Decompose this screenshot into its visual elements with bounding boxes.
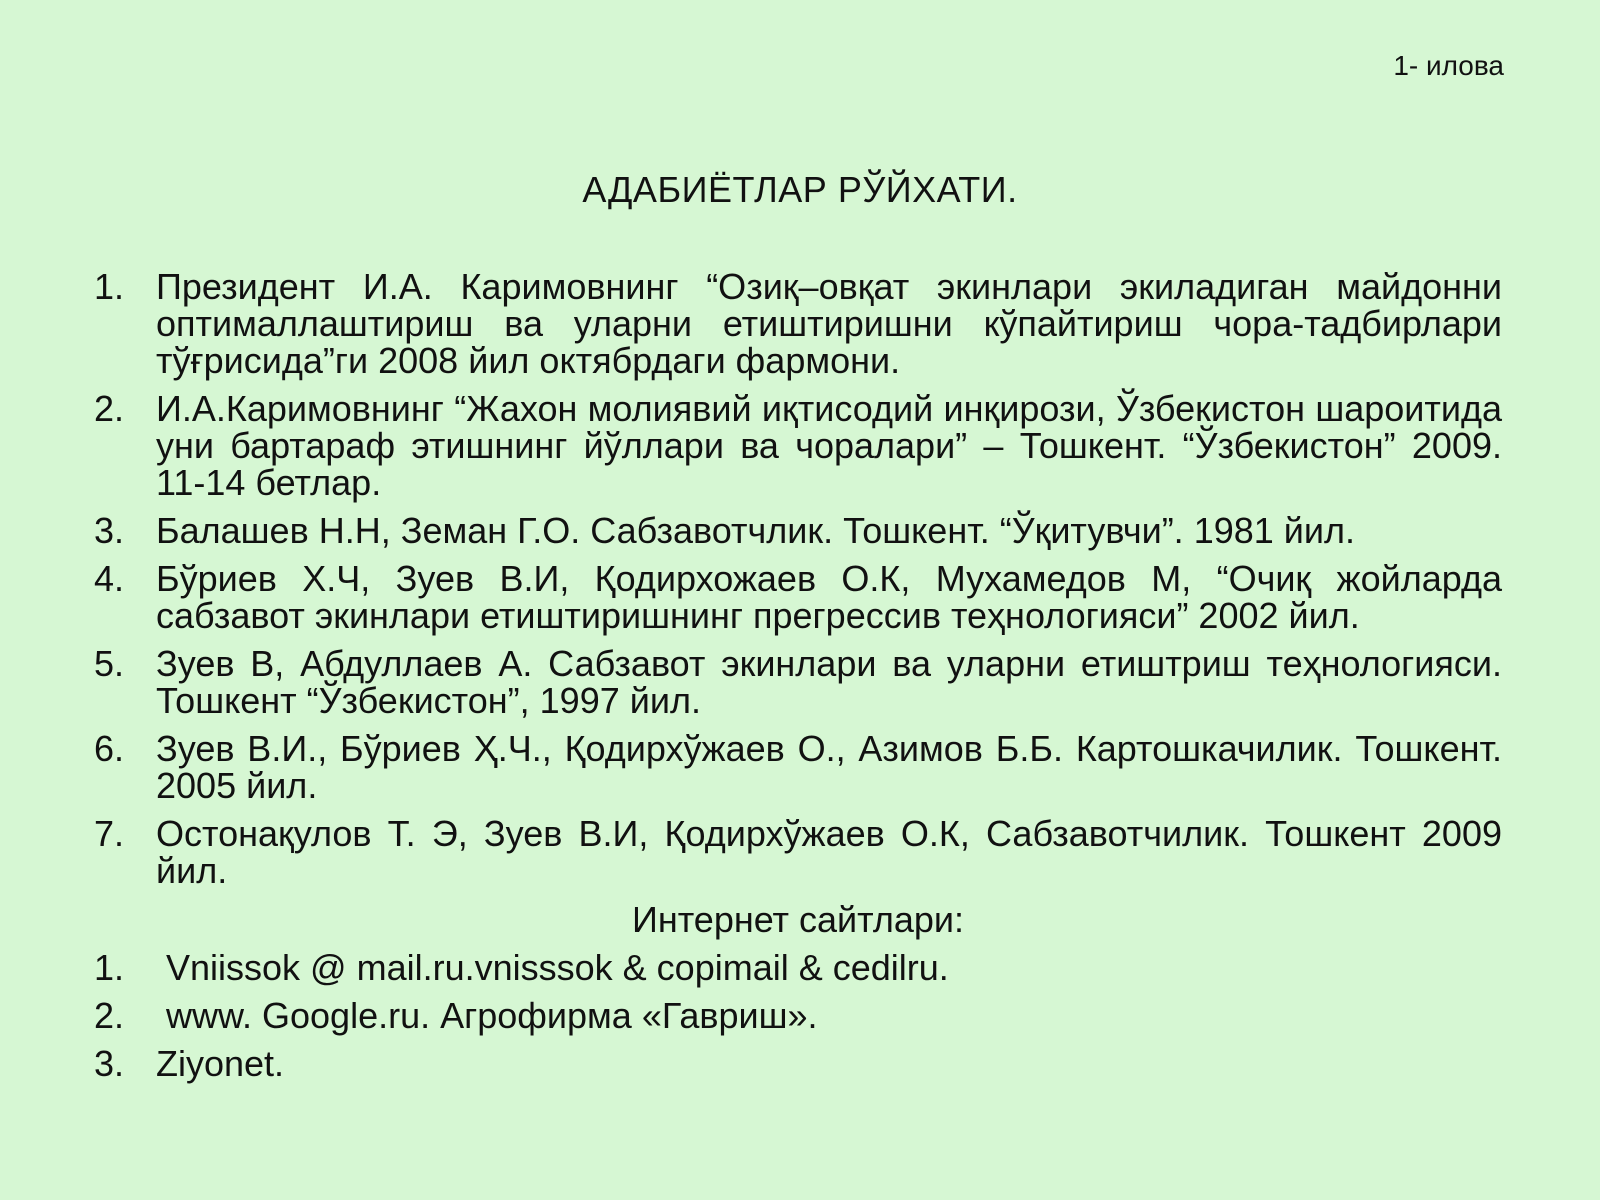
reference-number: 5.	[94, 643, 125, 684]
reference-number: 7.	[94, 813, 125, 854]
site-number: 3.	[94, 1043, 125, 1084]
site-item	[94, 1045, 1502, 1082]
site-text: www. Google.ru. Агрофирма «Гавриш».	[166, 995, 818, 1036]
reference-item	[94, 390, 1502, 501]
site-number: 2.	[94, 995, 125, 1036]
reference-number: 2.	[94, 388, 125, 429]
references-list	[94, 268, 1502, 1082]
reference-number: 4.	[94, 558, 125, 599]
reference-number: 6.	[94, 728, 125, 769]
site-number: 1.	[94, 947, 125, 988]
reference-text: Зуев В.И., Бўриев Ҳ.Ч., Қодирхўжаев О., Азимов Б.Б. Картошкачилик. Тошкент. 2005 йил.	[156, 728, 1502, 806]
reference-text: Президент И.А. Каримовнинг “Озиқ–овқат экинлари экиладиган майдонни оптималлаштириш ва уларни етиштиришни кўпайтириш чора-тадбирлари тўғрисида”ги 2008 йил октябрдаги фармони.	[156, 266, 1502, 381]
reference-item	[94, 512, 1502, 549]
site-item	[94, 997, 1502, 1034]
reference-item	[94, 268, 1502, 379]
reference-text: Остонақулов Т. Э, Зуев В.И, Қодирхўжаев О.К, Сабзавотчилик. Тошкент 2009 йил.	[156, 813, 1502, 891]
reference-number: 3.	[94, 510, 125, 551]
reference-item	[94, 645, 1502, 719]
internet-sites-heading: Интернет сайтлари:	[631, 899, 965, 940]
internet-sites-list	[94, 949, 1502, 1082]
reference-text: И.А.Каримовнинг “Жахон молиявий иқтисодий инқирози, Ўзбекистон шароитида уни бартараф этишнинг йўллари ва чоралари” – Тошкент. “Ўзбекистон” 2009. 11-14 бетлар.	[156, 388, 1502, 503]
reference-item	[94, 560, 1502, 634]
page-title: АДАБИЁТЛАР РЎЙХАТИ.	[582, 169, 1018, 210]
reference-text: Зуев В, Абдуллаев А. Сабзавот экинлари ва уларни етиштриш теҳнологияси. Тошкент “Ўзбекистон”, 1997 йил.	[156, 643, 1502, 721]
reference-number: 1.	[94, 266, 125, 307]
site-item	[94, 949, 1502, 986]
site-text: Vniissok @ mail.ru.vnisssok & copimail & cedilru.	[166, 947, 949, 988]
reference-text: Балашев Н.Н, Земан Г.О. Сабзавотчлик. Тошкент. “Ўқитувчи”. 1981 йил.	[156, 510, 1356, 551]
appendix-note: 1- илова	[1393, 50, 1504, 81]
reference-text: Бўриев Х.Ч, Зуев В.И, Қодирхожаев О.К, Мухамедов М, “Очиқ жойларда сабзавот экинлари етиштиришнинг прегрессив теҳнологияси” 2002 йил.	[156, 558, 1502, 636]
reference-item	[94, 815, 1502, 889]
reference-item	[94, 730, 1502, 804]
site-text: Ziyonet.	[156, 1043, 285, 1084]
